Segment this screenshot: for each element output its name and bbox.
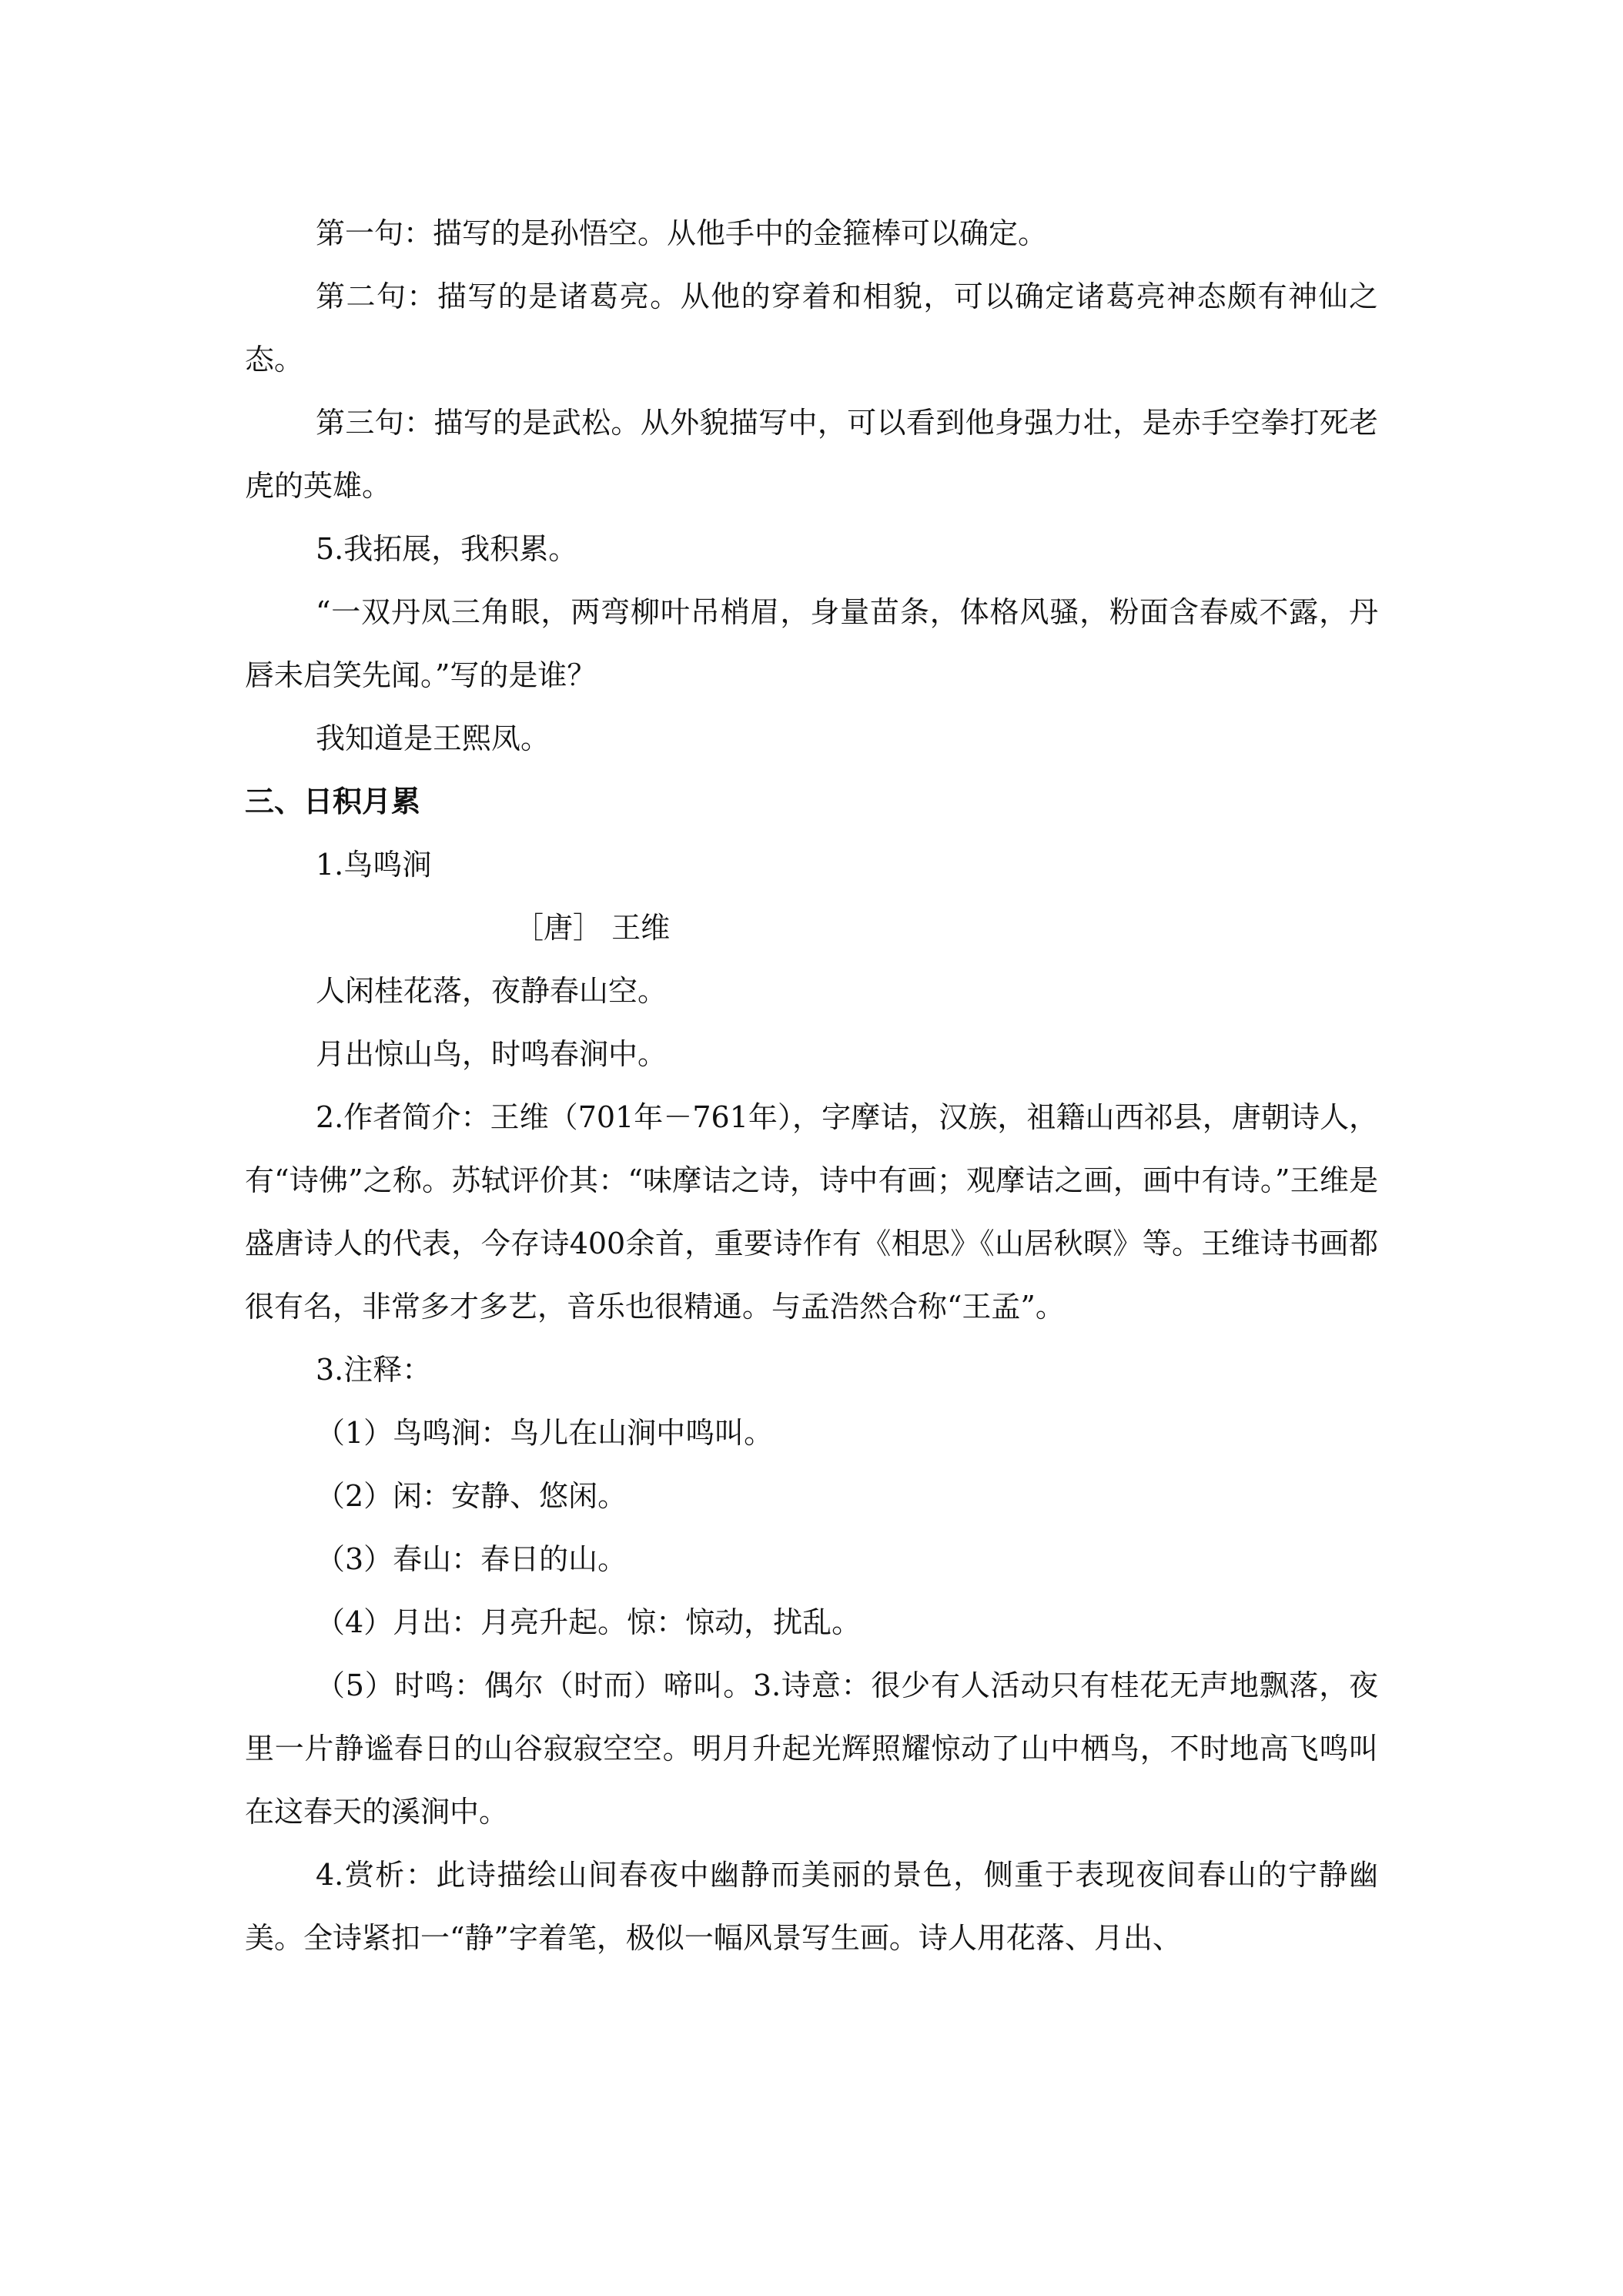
note-5-and-meaning: （5）时鸣：偶尔（时而）啼叫。3.诗意：很少有人活动只有桂花无声地飘落，夜里一片静谧春日的山谷寂寂空空。明月升起光辉照耀惊动了山中栖鸟，不时地高飞鸣叫在这春天的溪涧中。 <box>245 1668 1378 1829</box>
note-2: （2）闲：安静、悠闲。 <box>316 1479 627 1513</box>
note-3: （3）春山：春日的山。 <box>316 1542 627 1576</box>
poem-line-1: 人闲桂花落，夜静春山空。 <box>316 974 668 1008</box>
paragraph-sunwukong: 第一句：描写的是孙悟空。从他手中的金箍棒可以确定。 <box>316 216 1048 250</box>
poem-author: ［唐］ 王维 <box>514 911 671 945</box>
note-1: （1）鸟鸣涧：鸟儿在山涧中鸣叫。 <box>316 1416 774 1450</box>
author-introduction: 2.作者简介：王维（701年－761年），字摩诘，汉族，祖籍山西祁县，唐朝诗人，有“诗佛”之称。苏轼评价其：“味摩诘之诗，诗中有画；观摩诘之画，画中有诗。”王维是盛唐诗人的代表，今存诗400余首，重要诗作有《相思》《山居秋暝》等。王维诗书画都很有名，非常多才多艺，音乐也很精通。与孟浩然合称“王孟”。 <box>245 1100 1378 1324</box>
notes-title: 3.注释： <box>316 1353 432 1387</box>
paragraph-wusong: 第三句：描写的是武松。从外貌描写中，可以看到他身强力壮，是赤手空拳打死老虎的英雄。 <box>245 406 1378 503</box>
appreciation: 4.赏析：此诗描绘山间春夜中幽静而美丽的景色，侧重于表现夜间春山的宁静幽美。全诗紧扣一“静”字着笔，极似一幅风景写生画。诗人用花落、月出、 <box>245 1858 1378 1955</box>
document-page <box>245 202 1378 1970</box>
poem-title: 1.鸟鸣涧 <box>316 848 432 882</box>
note-4: （4）月出：月亮升起。惊：惊动，扰乱。 <box>316 1605 862 1639</box>
paragraph-zhugeliang: 第二句：描写的是诸葛亮。从他的穿着和相貌，可以确定诸葛亮神态颇有神仙之态。 <box>245 279 1378 377</box>
paragraph-answer: 我知道是王熙凤。 <box>316 721 550 755</box>
paragraph-expand-heading: 5.我拓展，我积累。 <box>316 532 578 566</box>
poem-line-2: 月出惊山鸟，时鸣春涧中。 <box>316 1037 668 1071</box>
paragraph-quote-question: “一双丹凤三角眼，两弯柳叶吊梢眉，身量苗条，体格风骚，粉面含春威不露，丹唇未启笑先闻。”写的是谁？ <box>245 595 1378 692</box>
section-heading: 三、日积月累 <box>245 785 421 818</box>
